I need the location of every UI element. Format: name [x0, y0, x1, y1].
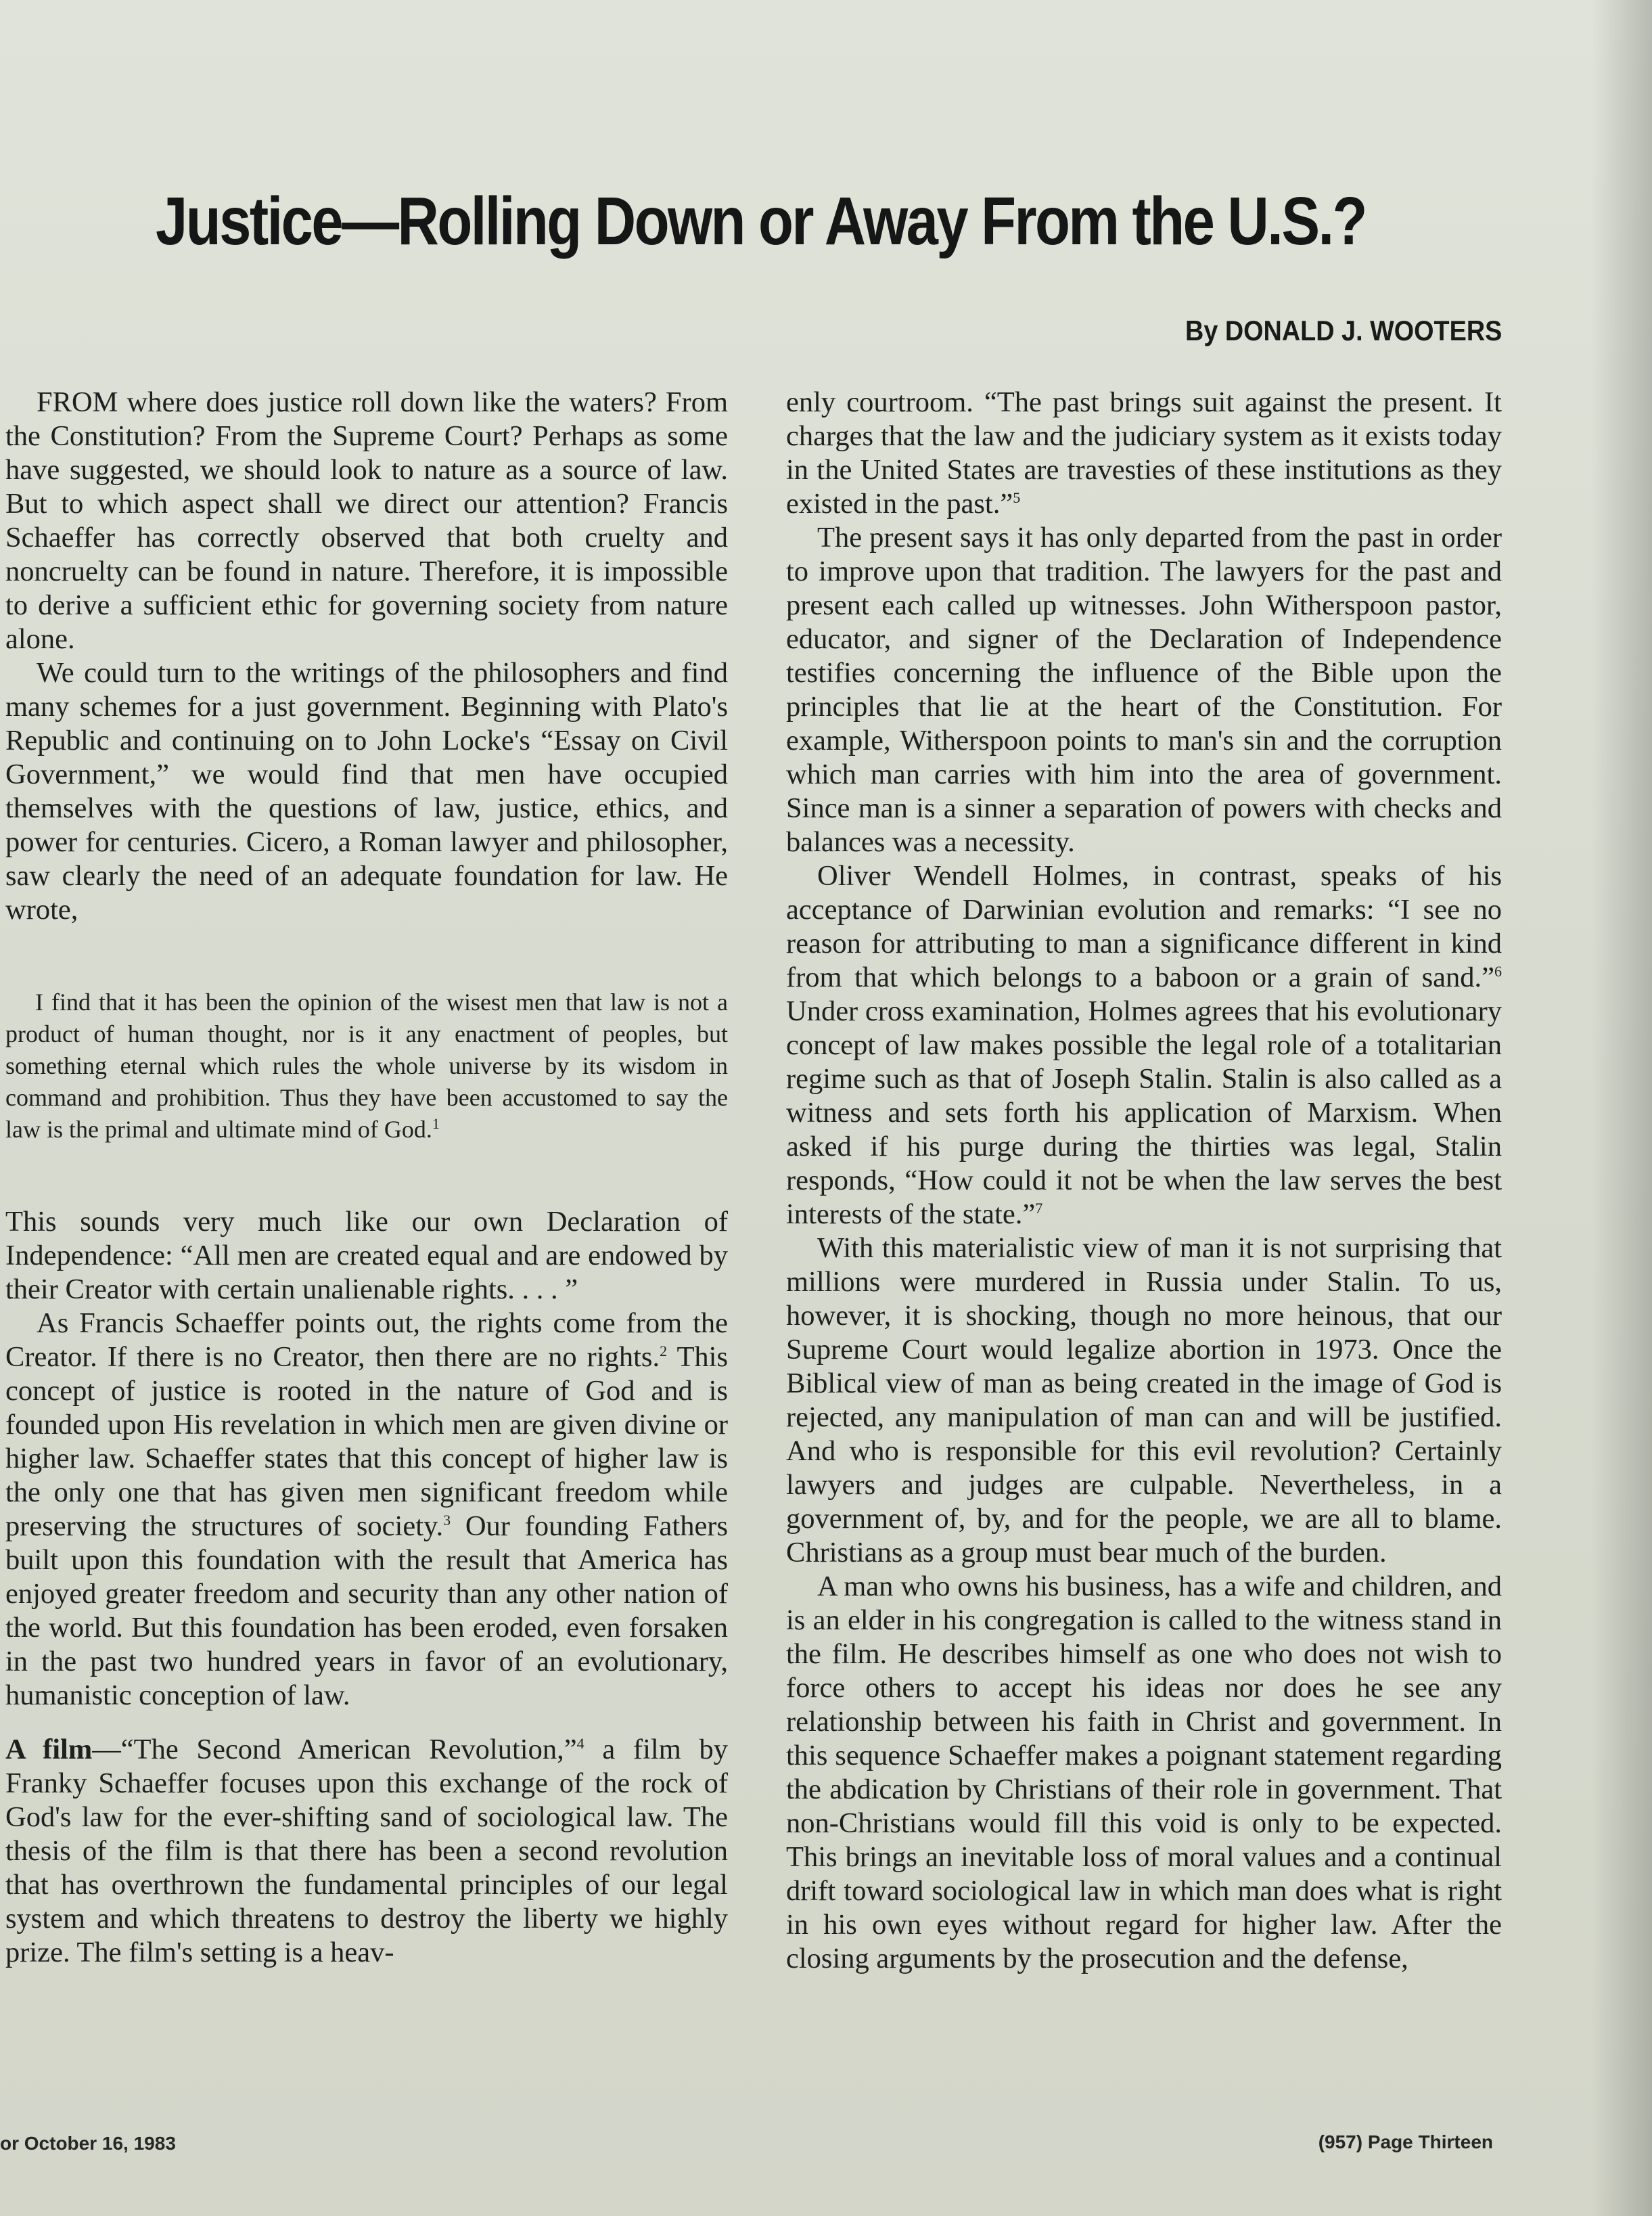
- paragraph-text: Under cross examination, Holmes agrees that his evolutionary concept of law makes possible the legal role of a totalitarian regime such as that of Joseph Stalin. Stalin is also called as a witness and sets forth his application of Marxism. When asked if his purge during the thirties was legal, Stalin responds, “How could it not be when the law serves the best interests of the state.”: [786, 995, 1502, 1230]
- left-column: [5, 386, 728, 1970]
- paragraph-text: —“The Second American Revolution,”: [92, 1734, 577, 1765]
- block-quote: [5, 987, 728, 1146]
- paragraph-text: Our founding Fathers built upon this foundation with the result that America has enjoyed greater freedom and security than any other nation of the world. But this foundation has been eroded, even forsaken in the past two hundred years in favor of an evolutionary, humanistic conception of law.: [5, 1510, 728, 1711]
- paragraph: We could turn to the writings of the philosophers and find many schemes for a just government. Beginning with Plato's Republic and continuing on to John Locke's “Essay on Civil Government,” we would find that men have occupied themselves with the questions of law, justice, ethics, and power for centuries. Cicero, a Roman lawyer and philosopher, saw clearly the need of an adequate foundation for law. He wrote,: [5, 657, 728, 926]
- footnote-ref: 6: [1494, 962, 1502, 980]
- footnote-ref: 2: [660, 1342, 668, 1359]
- footnote-ref: 5: [1013, 489, 1021, 506]
- page-edge-shadow: [1591, 0, 1652, 2216]
- paragraph: A man who owns his business, has a wife and children, and is an elder in his congregation is called to the witness stand in the film. He describes himself as one who does not wish to force others to accept his ideas nor does he see any relationship between his faith in Christ and government. In this sequence Schaeffer makes a poignant statement regarding the abdication by Christians of their role in government. That non-Christians would fill this void is only to be expected. This brings an inevitable loss of moral values and a continual drift toward sociological law in which man does what is right in his own eyes without regard for higher law. After the closing arguments by the prosecution and the defense,: [786, 1570, 1502, 1974]
- paragraph: FROM where does justice roll down like the waters? From the Constitution? From the Supreme Court? Perhaps as some have suggested, we should look to nature as a source of law. But to which aspect shall we direct our attention? Francis Schaeffer has correctly observed that both cruelty and noncruelty can be found in nature. Therefore, it is impossible to derive a sufficient ethic for governing society from nature alone.: [5, 386, 728, 655]
- footnote-ref: 7: [1035, 1199, 1043, 1217]
- paragraph: [5, 1733, 728, 1970]
- footnote-ref: 1: [432, 1115, 440, 1132]
- paragraph: [5, 1307, 728, 1713]
- paragraph-text: Oliver Wendell Holmes, in contrast, speaks of his acceptance of Darwinian evolution and remarks: “I see no reason for attributing to man a significance different in kind from that which belongs to a baboon or a grain of sand.”: [786, 860, 1502, 993]
- footnote-ref: 3: [443, 1511, 451, 1529]
- paragraph-text: As Francis Schaeffer points out, the rights come from the Creator. If there is no Creator, then there are no rights.: [5, 1307, 728, 1373]
- run-in-heading: A film: [5, 1734, 93, 1765]
- quote-text: I find that it has been the opinion of the wisest men that law is not a product of human thought, nor is it any enactment of peoples, but something eternal which rules the whole universe by its wisdom in command and prohibition. Thus they have been accustomed to say the law is the primal and ultimate mind of God.: [5, 989, 728, 1143]
- paragraph: With this materialistic view of man it is not surprising that millions were murdered in Russia under Stalin. To us, however, it is shocking, though no more heinous, that our Supreme Court would legalize abortion in 1973. Once the Biblical view of man as being created in the image of God is rejected, any manipulation of man can and will be justified. And who is responsible for this evil revolution? Certainly lawyers and judges are culpable. Nevertheless, in a government of, by, and for the people, we are all to blame. Christians as a group must bear much of the burden.: [786, 1232, 1502, 1568]
- right-column: [786, 386, 1502, 1976]
- footer-page-number: (957) Page Thirteen: [1318, 2131, 1493, 2152]
- paragraph: [786, 386, 1502, 521]
- article-byline: By DONALD J. WOOTERS: [1185, 315, 1502, 346]
- paragraph: This sounds very much like our own Declaration of Independence: “All men are created equal and are endowed by their Creator with certain unalienable rights. . . . ”: [5, 1206, 728, 1305]
- article-title: Justice—Rolling Down or Away From the U.S.?: [156, 183, 1366, 259]
- paragraph-text: enly courtroom. “The past brings suit against the present. It charges that the law and the judiciary system as it exists today in the United States are travesties of these institutions as they existed in the past.”: [786, 386, 1502, 520]
- paragraph-text: a film by Franky Schaeffer focuses upon this exchange of the rock of God's law for the ever-shifting sand of sociological law. The thesis of the film is that there has been a second revolution that has overthrown the fundamental principles of our legal system and which threatens to destroy the liberty we highly prize. The film's setting is a heav-: [5, 1734, 728, 1968]
- paragraph: [786, 859, 1502, 1231]
- footnote-ref: 4: [576, 1734, 584, 1752]
- footer-date: or October 16, 1983: [0, 2133, 176, 2154]
- paragraph: The present says it has only departed from the past in order to improve upon that tradition. The lawyers for the past and present each called up witnesses. John Witherspoon pastor, educator, and signer of the Declaration of Independence testifies concerning the influence of the Bible upon the principles that lie at the heart of the Constitution. For example, Witherspoon points to man's sin and the corruption which man carries with him into the area of government. Since man is a sinner a separation of powers with checks and balances was a necessity.: [786, 522, 1502, 858]
- paragraph-text: This concept of justice is rooted in the nature of God and is founded upon His revelation in which men are given divine or higher law. Schaeffer states that this concept of higher law is the only one that has given men significant freedom while preserving the structures of society.: [5, 1341, 729, 1542]
